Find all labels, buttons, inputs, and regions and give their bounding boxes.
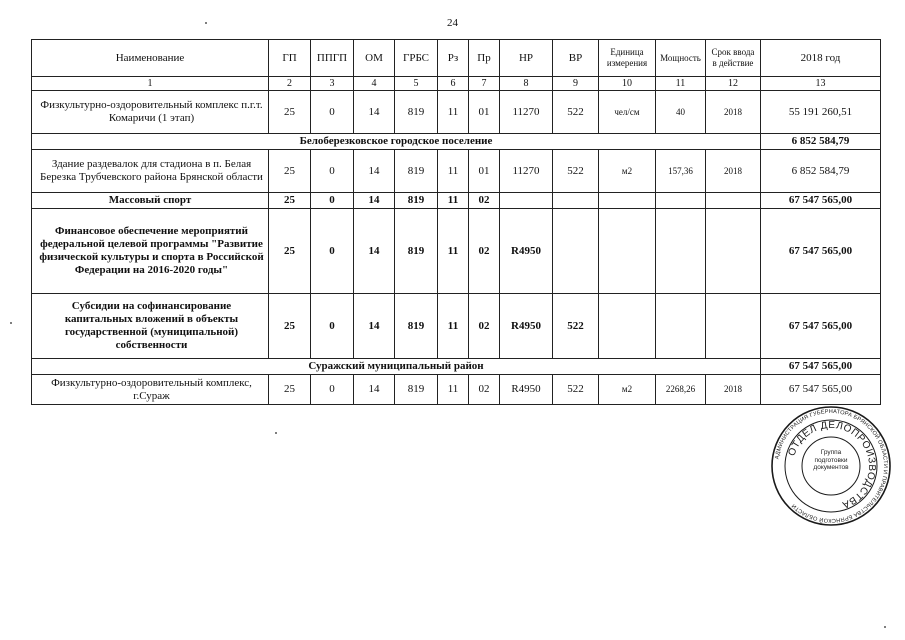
table-row: [32, 150, 881, 193]
cell-ppgp: 0: [311, 91, 354, 134]
stamp-outer-text: АДМИНИСТРАЦИЯ ГУБЕРНАТОРА БРЯНСКОЙ ОБЛАСТИ И ПРАВИТЕЛЬСТВА БРЯНСКОЙ ОБЛАСТИ: [774, 408, 889, 524]
budget-table: [31, 39, 881, 405]
cell-om: 14: [354, 209, 395, 294]
cell-pr: 02: [469, 193, 500, 209]
cell-term: 2018: [706, 375, 761, 405]
stamp-inner-text: ОТДЕЛ ДЕЛОПРОИЗВОДСТВА: [786, 419, 878, 511]
table-row: [32, 91, 881, 134]
page-number: 24: [447, 17, 458, 29]
column-header-capacity: Мощность: [656, 40, 706, 77]
cell-gp: 25: [269, 375, 311, 405]
cell-rz: 11: [438, 91, 469, 134]
column-header-om: ОМ: [354, 40, 395, 77]
cell-om: 14: [354, 294, 395, 359]
stamp-center-text: [808, 449, 854, 481]
scan-speck: [10, 322, 12, 324]
cell-nr: R4950: [500, 294, 553, 359]
cell-term: [706, 294, 761, 359]
stamp-center-line: Группа: [820, 449, 842, 456]
cell-vr: 522: [553, 375, 599, 405]
cell-grbs: 819: [395, 91, 438, 134]
cell-sum: 67 547 565,00: [761, 375, 881, 405]
scan-speck: [205, 22, 207, 24]
cell-vr: 522: [553, 150, 599, 193]
cell-unit: м2: [599, 375, 656, 405]
column-number: 12: [706, 77, 761, 91]
column-header-name: Наименование: [32, 40, 269, 77]
cell-sum: 67 547 565,00: [761, 209, 881, 294]
cell-capacity: 40: [656, 91, 706, 134]
cell-gp: 25: [269, 193, 311, 209]
column-header-year: 2018 год: [761, 40, 881, 77]
office-stamp: [770, 405, 892, 527]
column-number: 11: [656, 77, 706, 91]
cell-pr: 02: [469, 375, 500, 405]
column-header-nr: НР: [500, 40, 553, 77]
column-number: 9: [553, 77, 599, 91]
cell-pr: 01: [469, 150, 500, 193]
table-row-section: [32, 359, 881, 375]
row-name: Физкультурно-оздоровительный комплекс, г.Сураж: [32, 375, 269, 405]
cell-ppgp: 0: [311, 294, 354, 359]
table-row: [32, 209, 881, 294]
cell-unit: [599, 193, 656, 209]
row-name: Финансовое обеспечение мероприятий федеральной целевой программы "Развитие физической культуры и спорта в Российской Федерации на 2016-2020 годы": [32, 209, 269, 294]
cell-gp: 25: [269, 150, 311, 193]
column-number: 7: [469, 77, 500, 91]
cell-term: [706, 193, 761, 209]
cell-grbs: 819: [395, 209, 438, 294]
cell-capacity: 157,36: [656, 150, 706, 193]
cell-sum: 55 191 260,51: [761, 91, 881, 134]
cell-term: 2018: [706, 91, 761, 134]
cell-om: 14: [354, 91, 395, 134]
column-number: 13: [761, 77, 881, 91]
column-number: 2: [269, 77, 311, 91]
cell-capacity: 2268,26: [656, 375, 706, 405]
cell-gp: 25: [269, 209, 311, 294]
cell-nr: [500, 193, 553, 209]
cell-gp: 25: [269, 294, 311, 359]
cell-unit: [599, 209, 656, 294]
cell-vr: [553, 209, 599, 294]
cell-nr: 11270: [500, 91, 553, 134]
column-header-ppgp: ППГП: [311, 40, 354, 77]
cell-vr: 522: [553, 294, 599, 359]
column-number: 5: [395, 77, 438, 91]
column-number: 3: [311, 77, 354, 91]
table-row: [32, 375, 881, 405]
stamp-center-line: документов: [813, 464, 849, 471]
column-number: 6: [438, 77, 469, 91]
cell-pr: 02: [469, 294, 500, 359]
column-header-rz: Рз: [438, 40, 469, 77]
column-number: 1: [32, 77, 269, 91]
cell-om: 14: [354, 150, 395, 193]
column-header-term: Срок ввода в действие: [706, 40, 761, 77]
cell-vr: 522: [553, 91, 599, 134]
column-number: 8: [500, 77, 553, 91]
cell-ppgp: 0: [311, 193, 354, 209]
cell-ppgp: 0: [311, 375, 354, 405]
scan-speck: [884, 626, 886, 628]
column-number: 10: [599, 77, 656, 91]
cell-rz: 11: [438, 294, 469, 359]
cell-rz: 11: [438, 209, 469, 294]
cell-grbs: 819: [395, 375, 438, 405]
cell-unit: м2: [599, 150, 656, 193]
cell-vr: [553, 193, 599, 209]
column-header-gp: ГП: [269, 40, 311, 77]
scan-speck: [275, 432, 277, 434]
cell-unit: [599, 294, 656, 359]
table-row: [32, 294, 881, 359]
column-header-pr: Пр: [469, 40, 500, 77]
column-header-vr: ВР: [553, 40, 599, 77]
column-numbers-row: [32, 77, 881, 91]
cell-nr: 11270: [500, 150, 553, 193]
stamp-center-line: подготовки: [814, 456, 848, 464]
cell-sum: 6 852 584,79: [761, 150, 881, 193]
cell-capacity: [656, 209, 706, 294]
table-row: [32, 193, 881, 209]
table-header-row: [32, 40, 881, 77]
cell-capacity: [656, 294, 706, 359]
cell-pr: 01: [469, 91, 500, 134]
cell-pr: 02: [469, 209, 500, 294]
cell-ppgp: 0: [311, 209, 354, 294]
cell-gp: 25: [269, 91, 311, 134]
column-header-unit: Единица измерения: [599, 40, 656, 77]
cell-nr: R4950: [500, 375, 553, 405]
cell-rz: 11: [438, 193, 469, 209]
section-name: Суражский муниципальный район: [32, 359, 761, 375]
cell-capacity: [656, 193, 706, 209]
cell-term: [706, 209, 761, 294]
section-name: Белоберезковское городское поселение: [32, 134, 761, 150]
cell-term: 2018: [706, 150, 761, 193]
cell-om: 14: [354, 193, 395, 209]
cell-sum: 67 547 565,00: [761, 193, 881, 209]
cell-rz: 11: [438, 150, 469, 193]
cell-om: 14: [354, 375, 395, 405]
row-name: Физкультурно-оздоровительный комплекс п.г.т. Комаричи (1 этап): [32, 91, 269, 134]
cell-sum: 67 547 565,00: [761, 359, 881, 375]
cell-unit: чел/см: [599, 91, 656, 134]
row-name: Здание раздевалок для стадиона в п. Белая Березка Трубчевского района Брянской области: [32, 150, 269, 193]
cell-rz: 11: [438, 375, 469, 405]
cell-grbs: 819: [395, 150, 438, 193]
table-row-section: [32, 134, 881, 150]
cell-sum: 67 547 565,00: [761, 294, 881, 359]
column-number: 4: [354, 77, 395, 91]
cell-nr: R4950: [500, 209, 553, 294]
row-name: Массовый спорт: [32, 193, 269, 209]
row-name: Субсидии на софинансирование капитальных вложений в объекты государственной (муниципальной) собственности: [32, 294, 269, 359]
cell-grbs: 819: [395, 294, 438, 359]
cell-grbs: 819: [395, 193, 438, 209]
column-header-grbs: ГРБС: [395, 40, 438, 77]
cell-ppgp: 0: [311, 150, 354, 193]
cell-sum: 6 852 584,79: [761, 134, 881, 150]
